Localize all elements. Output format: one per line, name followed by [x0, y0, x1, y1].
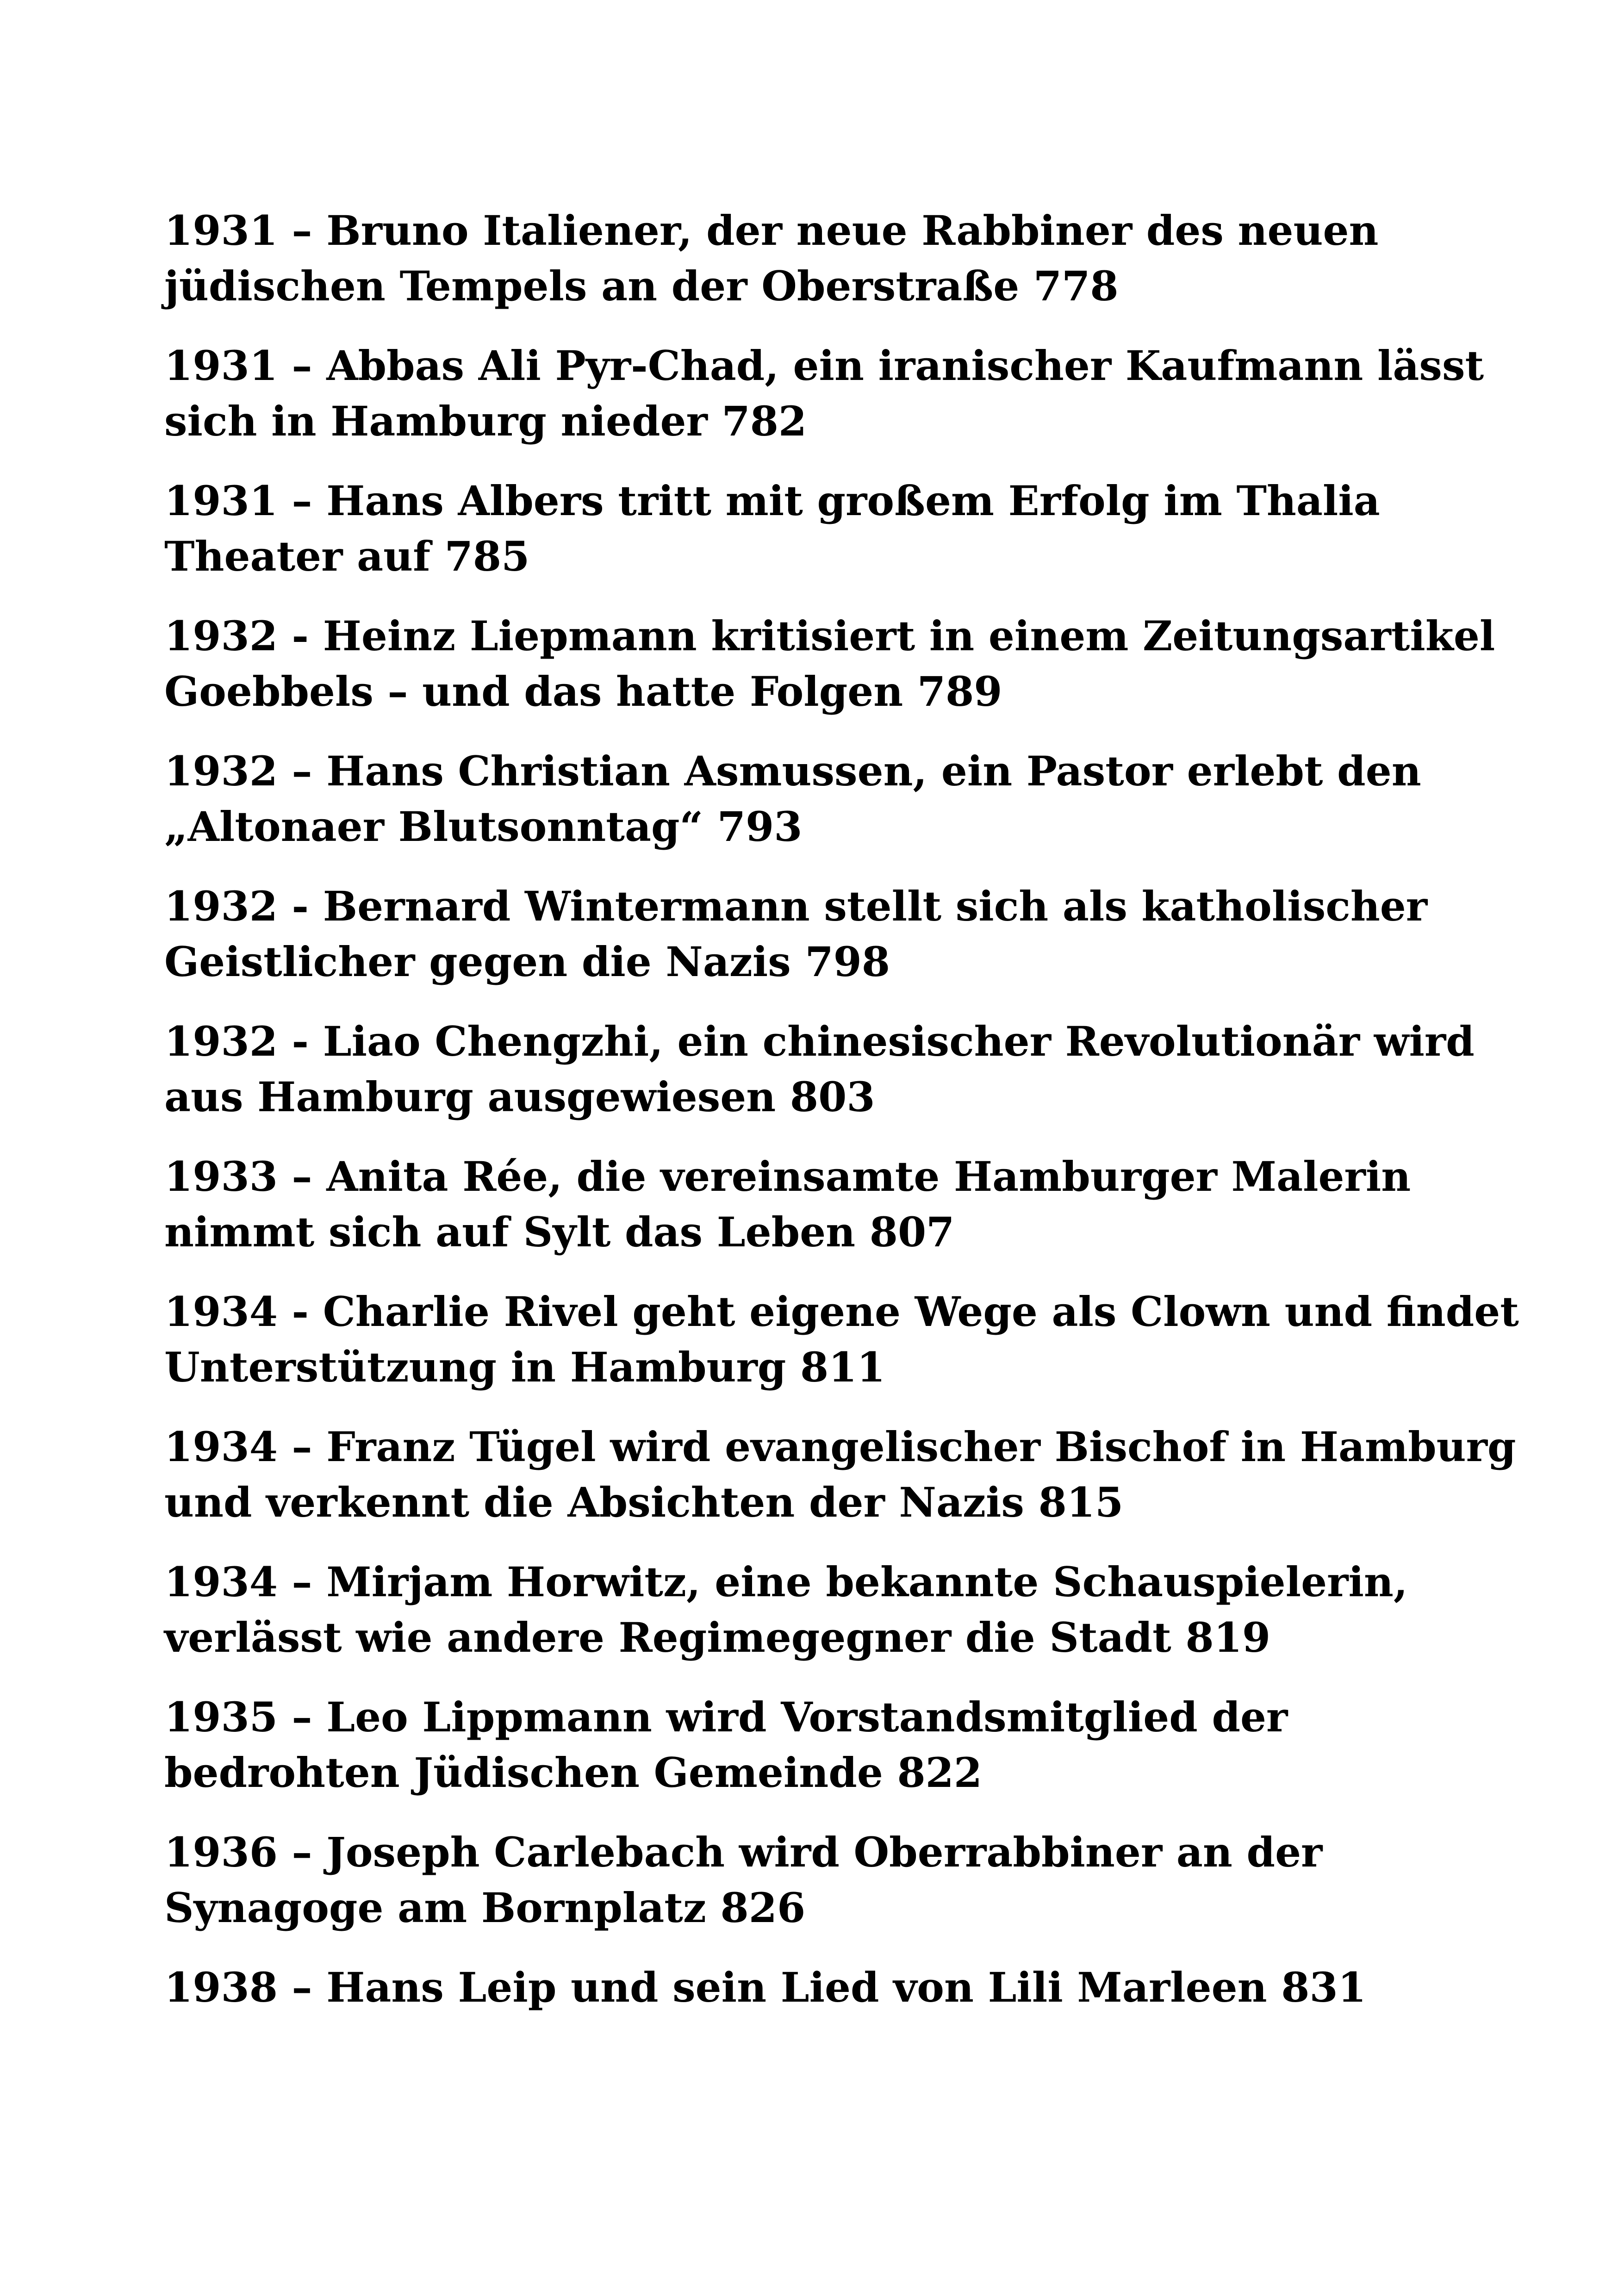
toc-entry	[164, 1960, 1451, 2095]
toc-entry	[164, 1149, 1451, 1284]
toc-entry-line: 1936 – Joseph Carlebach wird Oberrabbiner an der	[164, 1828, 1323, 1876]
toc-entry-line: 1932 - Liao Chengzhi, ein chinesischer Revolutionär wird	[164, 1017, 1475, 1065]
toc-entry-line: 1933 – Anita Rée, die vereinsamte Hamburger Malerin	[164, 1152, 1411, 1201]
toc-entry	[164, 743, 1451, 878]
toc-entry-line: jüdischen Tempels an der Oberstraße 778	[164, 262, 1119, 310]
toc-entry-line: Unterstützung in Hamburg 811	[164, 1343, 885, 1391]
toc-entry	[164, 878, 1451, 1014]
toc-entry	[164, 203, 1451, 338]
toc-entry	[164, 608, 1495, 743]
toc-entry-line: 1931 – Bruno Italiener, der neue Rabbiner des neuen	[164, 206, 1379, 255]
toc-entry-line: nimmt sich auf Sylt das Leben 807	[164, 1208, 955, 1256]
toc-entry	[164, 338, 1484, 473]
toc-entry-line: bedrohten Jüdischen Gemeinde 822	[164, 1748, 983, 1797]
toc-entry-line: Synagoge am Bornplatz 826	[164, 1884, 806, 1932]
toc-entry	[164, 1419, 1516, 1554]
toc-entry	[164, 1824, 1451, 1960]
toc-entry	[164, 1689, 1451, 1824]
toc-entry-line: Geistlicher gegen die Nazis 798	[164, 938, 890, 986]
toc-entry	[164, 1014, 1475, 1149]
toc-entry	[164, 473, 1451, 608]
toc-entry-line: 1938 – Hans Leip und sein Lied von Lili Marleen 831	[164, 1963, 1366, 2011]
toc-entry-line: Goebbels – und das hatte Folgen 789	[164, 667, 1002, 716]
toc-entry-line: 1934 - Charlie Rivel geht eigene Wege als Clown und findet	[164, 1288, 1519, 1336]
toc-entry-line: 1934 – Franz Tügel wird evangelischer Bischof in Hamburg	[164, 1423, 1516, 1471]
table-of-contents	[164, 203, 1519, 2095]
toc-entry-line: 1932 - Heinz Liepmann kritisiert in einem Zeitungsartikel	[164, 612, 1495, 660]
toc-entry-line: 1931 – Abbas Ali Pyr-Chad, ein iranischer Kaufmann lässt	[164, 342, 1484, 390]
toc-entry-line: 1931 – Hans Albers tritt mit großem Erfolg im Thalia	[164, 477, 1380, 525]
toc-entry-line: 1935 – Leo Lippmann wird Vorstandsmitglied der	[164, 1693, 1288, 1741]
toc-entry-line: 1932 - Bernard Wintermann stellt sich als katholischer	[164, 882, 1428, 930]
toc-entry-line: 1932 – Hans Christian Asmussen, ein Pastor erlebt den	[164, 747, 1421, 795]
toc-entry-line: „Altonaer Blutsonntag“ 793	[164, 803, 803, 851]
toc-entry	[164, 1284, 1519, 1419]
toc-entry-line: sich in Hamburg nieder 782	[164, 397, 807, 445]
toc-entry-line: verlässt wie andere Regimegegner die Stadt 819	[164, 1613, 1271, 1661]
toc-entry-line: aus Hamburg ausgewiesen 803	[164, 1073, 875, 1121]
toc-entry	[164, 1554, 1451, 1689]
toc-entry-line: Theater auf 785	[164, 532, 530, 580]
toc-entry-line: und verkennt die Absichten der Nazis 815	[164, 1478, 1124, 1526]
toc-entry-line: 1934 – Mirjam Horwitz, eine bekannte Schauspielerin,	[164, 1558, 1408, 1606]
